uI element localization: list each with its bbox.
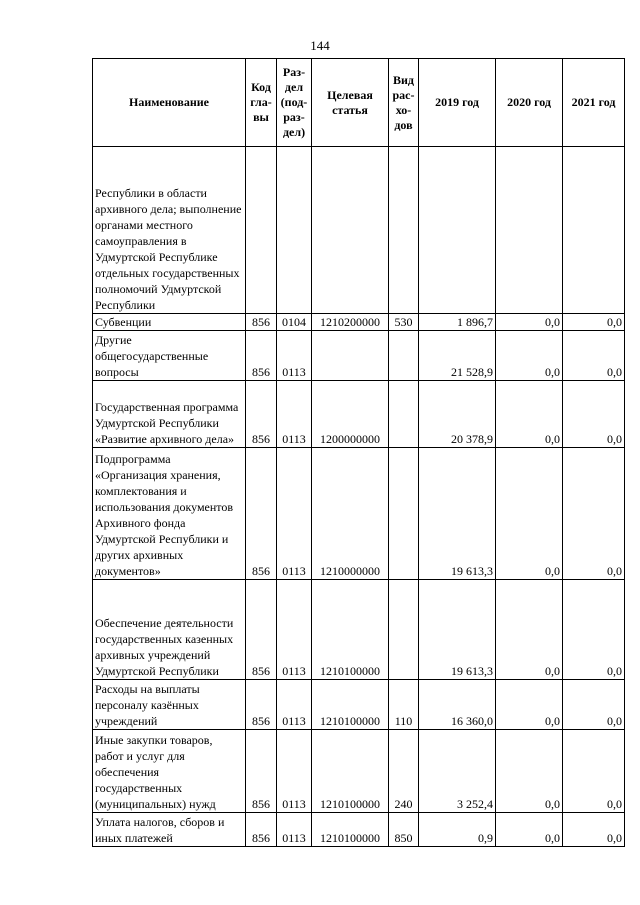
cell-type	[389, 147, 419, 314]
cell-y2021: 0,0	[563, 331, 625, 381]
cell-type	[389, 331, 419, 381]
cell-name: Государственная программа Удмуртской Республики «Развитие архивного дела»	[93, 381, 246, 448]
table-row	[93, 381, 625, 448]
cell-section: 0104	[277, 314, 312, 331]
cell-type: 850	[389, 813, 419, 847]
cell-name: Иные закупки товаров, работ и услуг для обеспечения государственных (муниципальных) нужд	[93, 730, 246, 813]
header-row	[93, 59, 625, 147]
cell-code: 856	[246, 680, 277, 730]
cell-y2019: 0,9	[419, 813, 496, 847]
cell-y2021: 0,0	[563, 680, 625, 730]
cell-type: 110	[389, 680, 419, 730]
cell-target: 1210000000	[312, 448, 389, 580]
cell-code: 856	[246, 448, 277, 580]
cell-section: 0113	[277, 381, 312, 448]
cell-target: 1210100000	[312, 730, 389, 813]
cell-code: 856	[246, 580, 277, 680]
page-number: 144	[310, 38, 330, 53]
table-row	[93, 813, 625, 847]
cell-type	[389, 580, 419, 680]
table-row	[93, 314, 625, 331]
table-row	[93, 147, 625, 314]
cell-y2021: 0,0	[563, 730, 625, 813]
cell-y2019: 19 613,3	[419, 580, 496, 680]
cell-y2020: 0,0	[496, 580, 563, 680]
cell-name: Подпрограмма «Организация хранения, комплектования и использования документов Архивного фонда Удмуртской Республики и других архивных документов»	[93, 448, 246, 580]
cell-y2021: 0,0	[563, 448, 625, 580]
header-col-2019: 2019 год	[419, 59, 496, 147]
cell-code: 856	[246, 314, 277, 331]
cell-name: Уплата налогов, сборов и иных платежей	[93, 813, 246, 847]
table-row	[93, 580, 625, 680]
cell-target: 1210100000	[312, 813, 389, 847]
cell-y2020	[496, 147, 563, 314]
table-header	[93, 59, 625, 147]
table-row	[93, 730, 625, 813]
header-col-code: Код гла- вы	[246, 59, 277, 147]
cell-target: 1200000000	[312, 381, 389, 448]
cell-name: Другие общегосударственные вопросы	[93, 331, 246, 381]
cell-y2021	[563, 147, 625, 314]
cell-y2019: 16 360,0	[419, 680, 496, 730]
cell-y2019	[419, 147, 496, 314]
cell-y2020: 0,0	[496, 448, 563, 580]
cell-section	[277, 147, 312, 314]
header-col-section: Раз- дел (под- раз- дел)	[277, 59, 312, 147]
cell-y2020: 0,0	[496, 314, 563, 331]
table-body	[93, 147, 625, 847]
cell-section: 0113	[277, 448, 312, 580]
cell-target	[312, 147, 389, 314]
cell-target	[312, 331, 389, 381]
cell-name: Субвенции	[93, 314, 246, 331]
cell-type: 530	[389, 314, 419, 331]
cell-code	[246, 147, 277, 314]
cell-section: 0113	[277, 331, 312, 381]
table-row	[93, 448, 625, 580]
cell-y2020: 0,0	[496, 381, 563, 448]
header-col-type: Вид рас- хо- дов	[389, 59, 419, 147]
cell-y2021: 0,0	[563, 381, 625, 448]
cell-y2021: 0,0	[563, 314, 625, 331]
cell-y2019: 20 378,9	[419, 381, 496, 448]
cell-y2019: 19 613,3	[419, 448, 496, 580]
header-col-2021: 2021 год	[563, 59, 625, 147]
cell-y2019: 21 528,9	[419, 331, 496, 381]
cell-target: 1210100000	[312, 680, 389, 730]
cell-code: 856	[246, 331, 277, 381]
cell-section: 0113	[277, 580, 312, 680]
cell-name: Республики в области архивного дела; выполнение органами местного самоуправления в Удмуртской Республике отдельных государственных полномочий Удмуртской Республики	[93, 147, 246, 314]
cell-section: 0113	[277, 730, 312, 813]
cell-name: Расходы на выплаты персоналу казённых учреждений	[93, 680, 246, 730]
cell-target: 1210200000	[312, 314, 389, 331]
cell-name: Обеспечение деятельности государственных казенных архивных учреждений Удмуртской Республики	[93, 580, 246, 680]
cell-section: 0113	[277, 813, 312, 847]
budget-table	[92, 58, 625, 847]
cell-y2020: 0,0	[496, 331, 563, 381]
cell-y2020: 0,0	[496, 680, 563, 730]
cell-code: 856	[246, 730, 277, 813]
table-row	[93, 680, 625, 730]
cell-y2021: 0,0	[563, 813, 625, 847]
cell-type	[389, 448, 419, 580]
cell-type	[389, 381, 419, 448]
cell-y2019: 1 896,7	[419, 314, 496, 331]
cell-code: 856	[246, 813, 277, 847]
cell-y2020: 0,0	[496, 813, 563, 847]
cell-y2021: 0,0	[563, 580, 625, 680]
cell-y2019: 3 252,4	[419, 730, 496, 813]
cell-code: 856	[246, 381, 277, 448]
header-col-name: Наименование	[93, 59, 246, 147]
cell-type: 240	[389, 730, 419, 813]
cell-target: 1210100000	[312, 580, 389, 680]
table-row	[93, 331, 625, 381]
header-col-2020: 2020 год	[496, 59, 563, 147]
cell-section: 0113	[277, 680, 312, 730]
header-col-target: Целевая статья	[312, 59, 389, 147]
cell-y2020: 0,0	[496, 730, 563, 813]
